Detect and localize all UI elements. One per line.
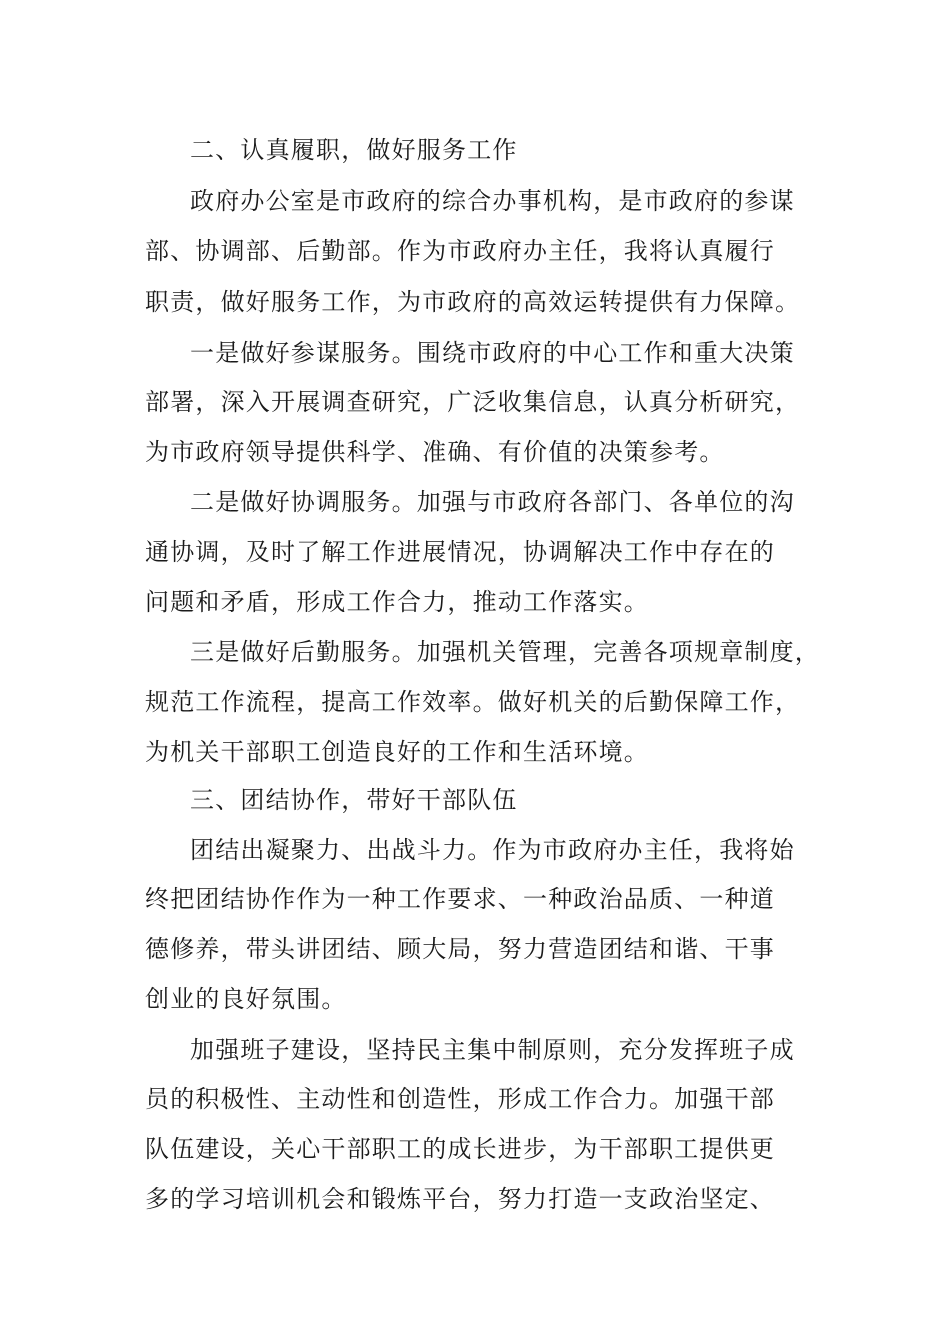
paragraph-line: 职责，做好服务工作，为市政府的高效运转提供有力保障。 (145, 288, 801, 316)
paragraph-line: 创业的良好氛围。 (145, 985, 347, 1013)
paragraph-line: 多的学习培训机会和锻炼平台，努力打造一支政治坚定、 (145, 1185, 775, 1213)
paragraph-line: 通协调，及时了解工作进展情况，协调解决工作中存在的 (145, 538, 775, 566)
section-heading: 二、认真履职，做好服务工作 (190, 136, 518, 164)
paragraph-line: 德修养，带头讲团结、顾大局，努力营造团结和谐、干事 (145, 935, 775, 963)
paragraph-line: 加强班子建设，坚持民主集中制原则，充分发挥班子成 (190, 1036, 795, 1064)
paragraph-line: 团结出凝聚力、出战斗力。作为市政府办主任，我将始 (190, 836, 795, 864)
paragraph-line: 队伍建设，关心干部职工的成长进步，为干部职工提供更 (145, 1135, 775, 1163)
paragraph-line: 为机关干部职工创造良好的工作和生活环境。 (145, 738, 649, 766)
paragraph-line: 二是做好协调服务。加强与市政府各部门、各单位的沟 (190, 488, 795, 516)
paragraph-line: 问题和矛盾，形成工作合力，推动工作落实。 (145, 588, 649, 616)
paragraph-line: 终把团结协作作为一种工作要求、一种政治品质、一种道 (145, 885, 775, 913)
paragraph-line: 三是做好后勤服务。加强机关管理，完善各项规章制度， (190, 638, 820, 666)
paragraph-line: 部署，深入开展调查研究，广泛收集信息，认真分析研究， (145, 388, 801, 416)
paragraph-line: 为市政府领导提供科学、准确、有价值的决策参考。 (145, 438, 725, 466)
paragraph-line: 政府办公室是市政府的综合办事机构，是市政府的参谋 (190, 187, 795, 215)
paragraph-line: 员的积极性、主动性和创造性，形成工作合力。加强干部 (145, 1085, 775, 1113)
paragraph-line: 一是做好参谋服务。围绕市政府的中心工作和重大决策 (190, 339, 795, 367)
paragraph-line: 部、协调部、后勤部。作为市政府办主任，我将认真履行 (145, 237, 775, 265)
paragraph-line: 规范工作流程，提高工作效率。做好机关的后勤保障工作， (145, 688, 801, 716)
section-heading: 三、团结协作，带好干部队伍 (190, 786, 518, 814)
